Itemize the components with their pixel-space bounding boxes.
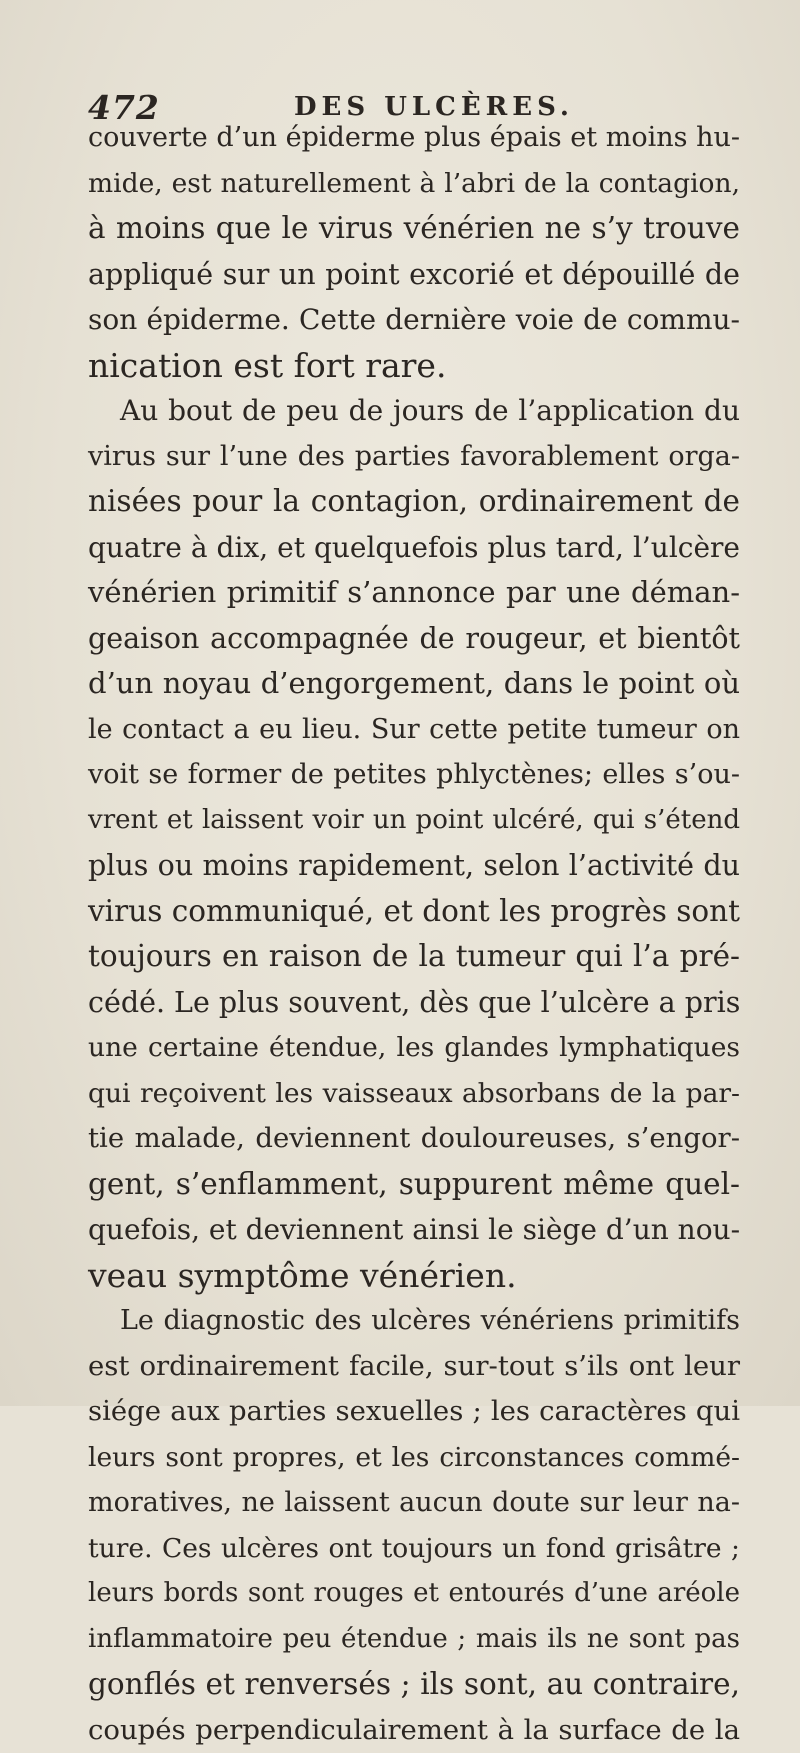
text-line: le contact a eu lieu. Sur cette petite tumeur on	[88, 707, 740, 753]
text-line: virus communiqué, et dont les progrès sont	[88, 889, 740, 935]
text-line: quatre à dix, et quelquefois plus tard, l’ulcère	[88, 525, 740, 571]
text-line: Au bout de peu de jours de l’application du	[88, 388, 740, 434]
text-line: vrent et laissent voir un point ulcéré, qui s’étend	[88, 798, 740, 844]
text-line: veau symptôme vénérien.	[88, 1253, 740, 1299]
text-line: vénérien primitif s’annonce par une déman-	[88, 570, 740, 616]
text-line: nisées pour la contagion, ordinairement de	[88, 479, 740, 525]
running-title: DES ULCÈRES.	[294, 92, 574, 122]
text-line: gonflés et renversés ; ils sont, au contraire,	[88, 1662, 740, 1708]
body-text	[88, 115, 740, 1753]
text-line: siége aux parties sexuelles ; les caractères qui	[88, 1389, 740, 1435]
text-line: coupés perpendiculairement à la surface de la	[88, 1708, 740, 1753]
text-line: leurs sont propres, et les circonstances commé-	[88, 1435, 740, 1481]
text-line: moratives, ne laissent aucun doute sur leur na-	[88, 1480, 740, 1526]
text-line: qui reçoivent les vaisseaux absorbans de la par-	[88, 1071, 740, 1117]
text-line: leurs bords sont rouges et entourés d’une aréole	[88, 1571, 740, 1617]
text-line: plus ou moins rapidement, selon l’activité du	[88, 843, 740, 889]
text-line: son épiderme. Cette dernière voie de commu-	[88, 297, 740, 343]
text-line: tie malade, deviennent douloureuses, s’engor-	[88, 1116, 740, 1162]
text-line: gent, s’enflamment, suppurent même quel-	[88, 1162, 740, 1208]
text-line: toujours en raison de la tumeur qui l’a pré-	[88, 934, 740, 980]
text-line: est ordinairement facile, sur-tout s’ils ont leur	[88, 1344, 740, 1390]
text-line: Le diagnostic des ulcères vénériens primitifs	[88, 1298, 740, 1344]
text-line: virus sur l’une des parties favorablement orga-	[88, 434, 740, 480]
text-line: quefois, et deviennent ainsi le siège d’un nou-	[88, 1207, 740, 1253]
text-line: voit se former de petites phlyctènes; elles s’ou-	[88, 752, 740, 798]
text-line: une certaine étendue, les glandes lymphatiques	[88, 1025, 740, 1071]
text-line: nication est fort rare.	[88, 343, 740, 389]
text-line: inflammatoire peu étendue ; mais ils ne sont pas	[88, 1617, 740, 1663]
text-line: geaison accompagnée de rougeur, et bientôt	[88, 616, 740, 662]
page-number: 472	[88, 88, 160, 127]
text-line: d’un noyau d’engorgement, dans le point où	[88, 661, 740, 707]
text-line: mide, est naturellement à l’abri de la contagion,	[88, 161, 740, 207]
text-line: cédé. Le plus souvent, dès que l’ulcère a pris	[88, 980, 740, 1026]
text-line: appliqué sur un point excorié et dépouillé de	[88, 252, 740, 298]
text-line: ture. Ces ulcères ont toujours un fond grisâtre ;	[88, 1526, 740, 1572]
text-line: à moins que le virus vénérien ne s’y trouve	[88, 206, 740, 252]
text-line: couverte d’un épiderme plus épais et moins hu-	[88, 115, 740, 161]
